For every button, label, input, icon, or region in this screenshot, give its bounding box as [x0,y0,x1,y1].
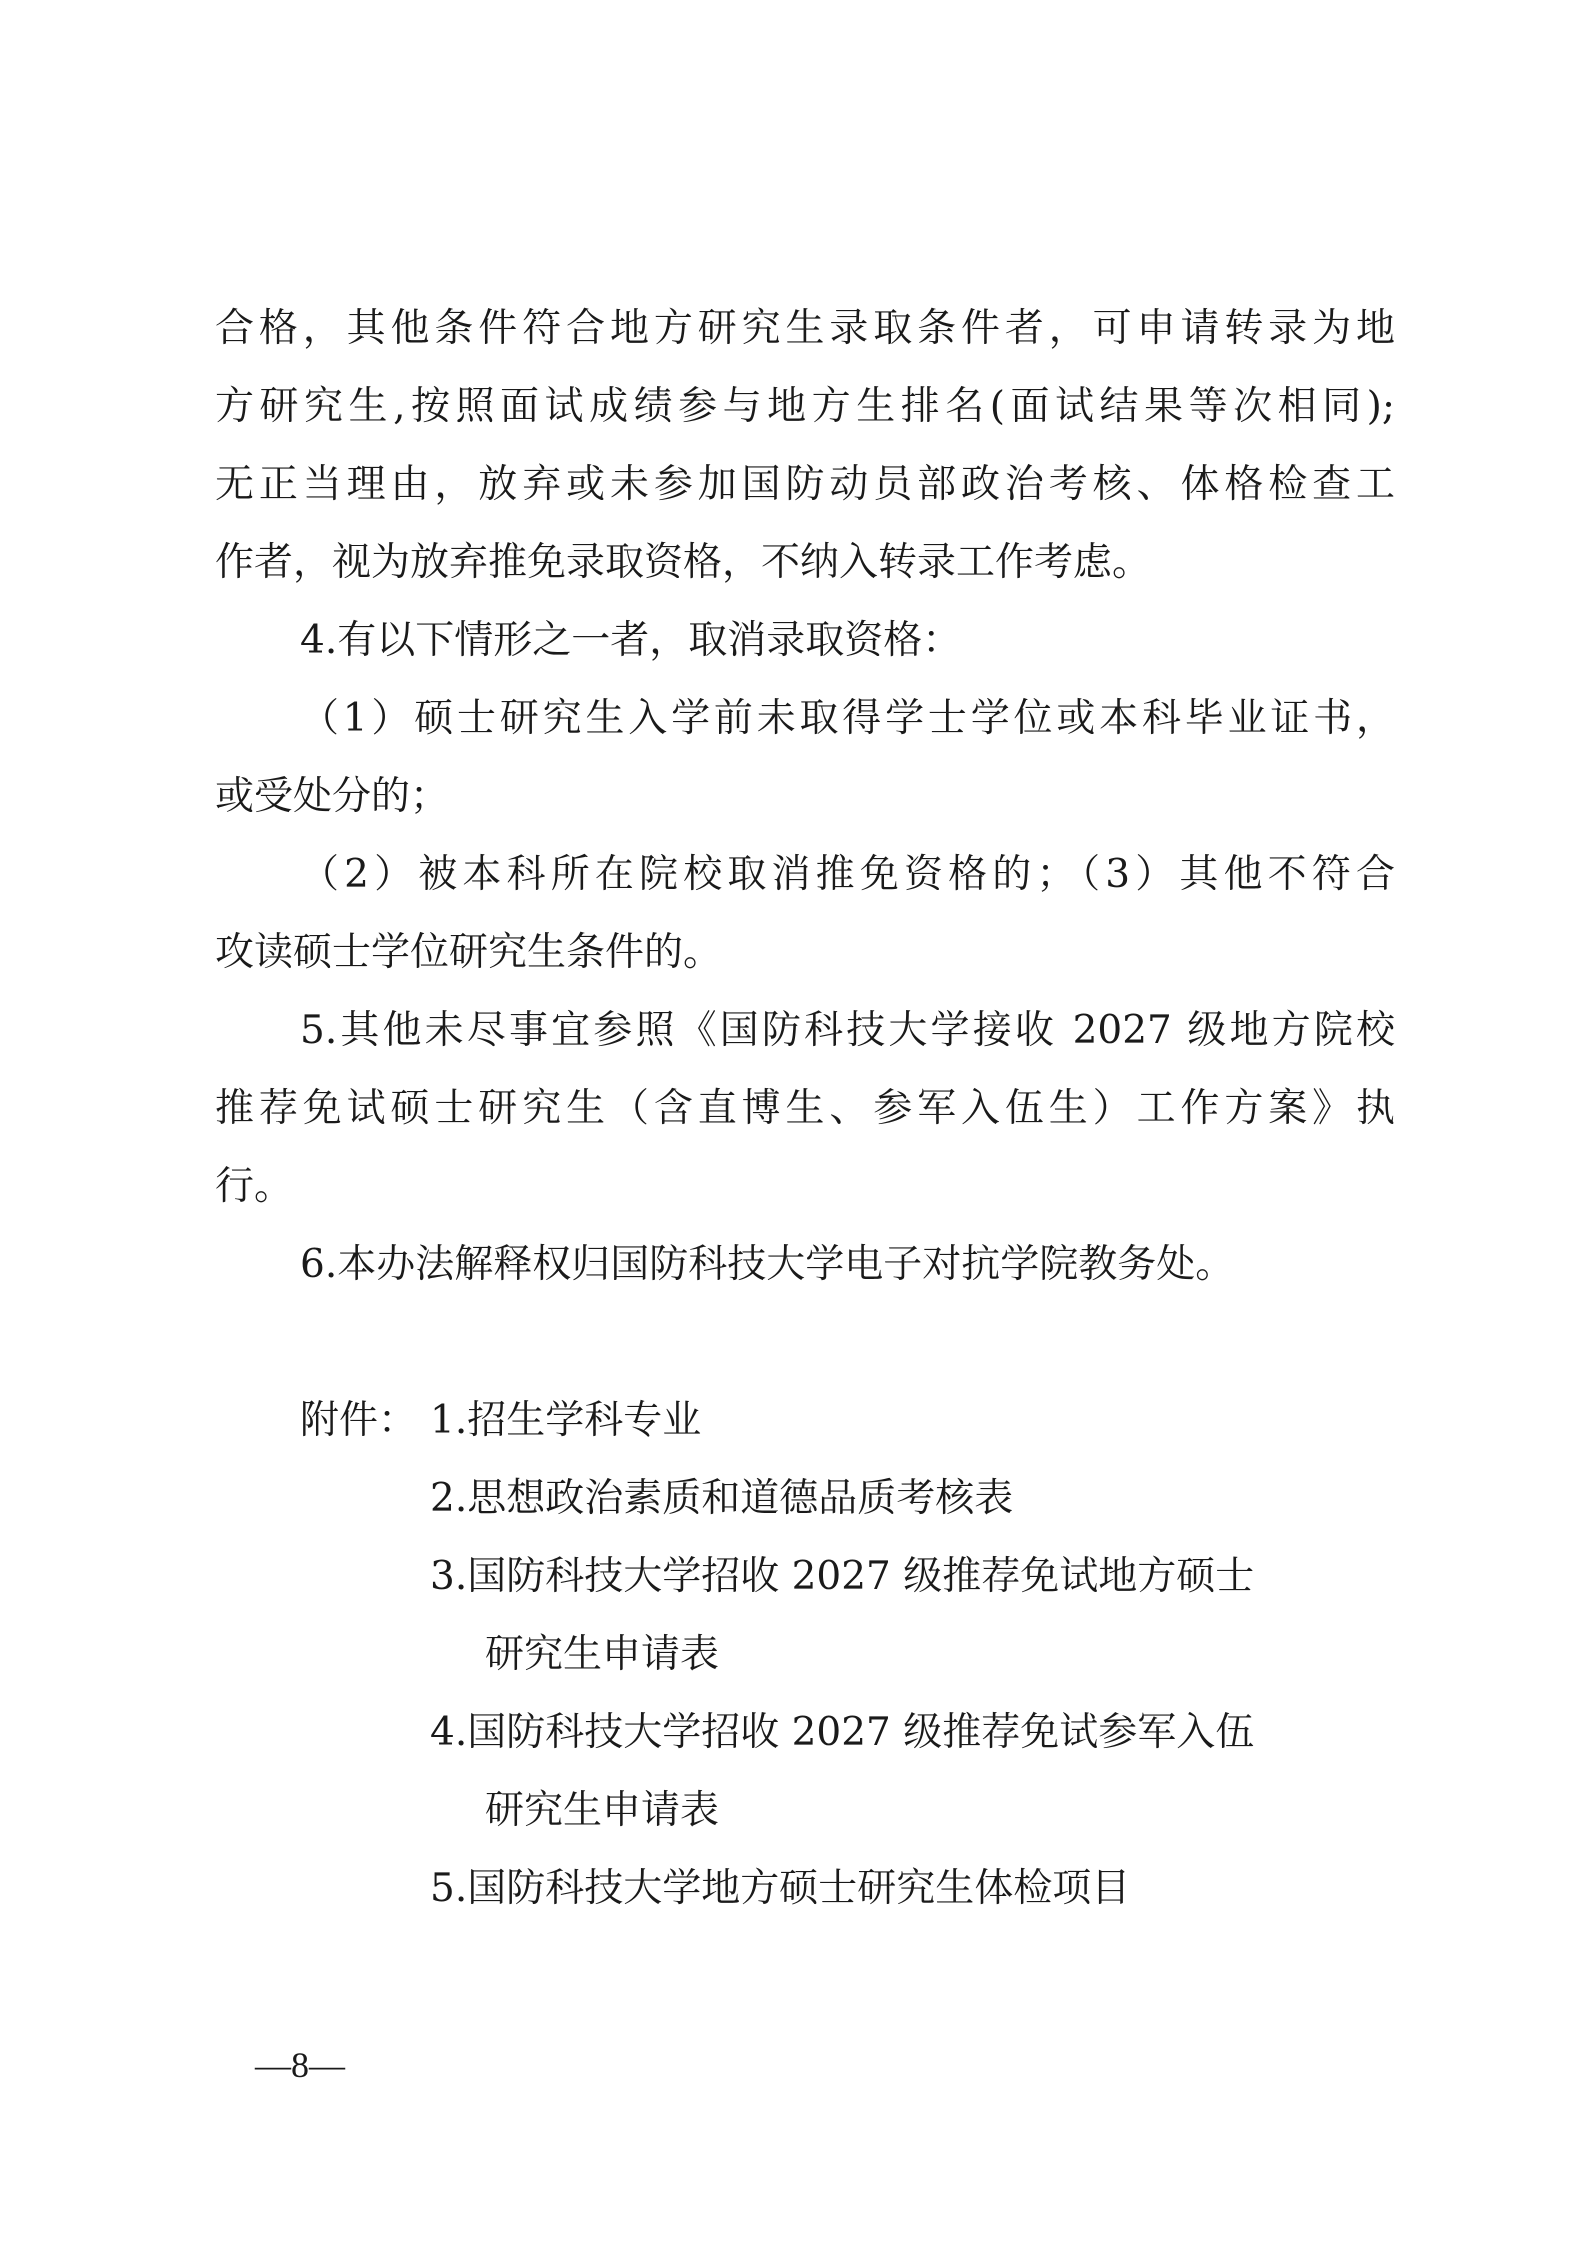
clause-5: 5.其他未尽事宜参照《国防科技大学接收 2027 级地方院校 [300,1008,1395,1053]
attachment-item-continued: 研究生申请表 [485,1788,720,1833]
paragraph-line: 行。 [215,1164,294,1209]
clause-6: 6.本办法解释权归国防科技大学电子对抗学院教务处。 [300,1242,1235,1287]
attachment-item: 2.思想政治素质和道德品质考核表 [430,1476,1014,1521]
clause-4-item-2-3: （2）被本科所在院校取消推免资格的；（3）其他不符合 [300,852,1395,897]
attachment-item: 4.国防科技大学招收 2027 级推荐免试参军入伍 [430,1710,1255,1755]
paragraph-line: 或受处分的； [215,774,450,819]
attachment-item: 3.国防科技大学招收 2027 级推荐免试地方硕士 [430,1554,1255,1599]
attachments-label: 附件： [300,1398,418,1443]
paragraph-line: 推荐免试硕士研究生（含直博生、参军入伍生）工作方案》执 [215,1086,1395,1131]
clause-4-item-1: （1）硕士研究生入学前未取得学士学位或本科毕业证书， [300,696,1395,741]
paragraph-line: 方研究生,按照面试成绩参与地方生排名(面试结果等次相同); [215,384,1395,429]
paragraph-line: 作者，视为放弃推免录取资格，不纳入转录工作考虑。 [215,540,1152,585]
paragraph-line: 攻读硕士学位研究生条件的。 [215,930,723,975]
attachment-item: 1.招生学科专业 [430,1398,702,1443]
paragraph-line: 合格，其他条件符合地方研究生录取条件者，可申请转录为地 [215,306,1395,351]
page-number: —8— [255,2045,345,2085]
attachment-item-continued: 研究生申请表 [485,1632,720,1677]
attachment-item: 5.国防科技大学地方硕士研究生体检项目 [430,1866,1131,1911]
paragraph-line: 无正当理由，放弃或未参加国防动员部政治考核、体格检查工 [215,462,1395,507]
clause-4-heading: 4.有以下情形之一者，取消录取资格： [300,618,962,663]
